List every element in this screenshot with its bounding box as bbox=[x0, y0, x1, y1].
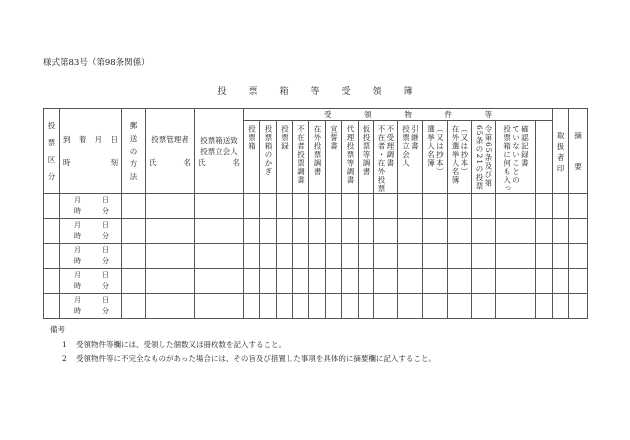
header-text: 令第65条及び第 bbox=[483, 125, 493, 188]
header-char: 氏 bbox=[198, 157, 206, 167]
header-char: 送 bbox=[129, 133, 138, 143]
header-text: 確認記録書 bbox=[520, 125, 530, 168]
entry-cell[interactable] bbox=[496, 194, 536, 219]
entry-cell[interactable] bbox=[496, 269, 536, 294]
entry-cell[interactable] bbox=[448, 194, 472, 219]
entry-cell[interactable] bbox=[260, 219, 277, 244]
arrival-datetime-cell[interactable] bbox=[60, 194, 122, 219]
entry-cell[interactable] bbox=[122, 219, 146, 244]
header-char: 到 bbox=[63, 135, 71, 144]
header-char: 着 bbox=[78, 135, 87, 144]
header-received-item bbox=[448, 121, 472, 194]
minute-label: 分 bbox=[102, 257, 109, 265]
entry-cell[interactable] bbox=[398, 194, 423, 219]
form-number: 様式第83号（第98条関係） bbox=[43, 58, 150, 68]
month-label: 月 bbox=[74, 296, 81, 304]
header-received-item bbox=[244, 121, 260, 194]
header-char: 郵 bbox=[129, 121, 138, 130]
entry-cell[interactable] bbox=[423, 219, 448, 244]
notes-heading: 備考 bbox=[50, 325, 65, 334]
header-received-item bbox=[398, 121, 423, 194]
entry-cell[interactable] bbox=[472, 269, 496, 294]
entry-cell[interactable] bbox=[342, 294, 359, 319]
month-label: 月 bbox=[74, 196, 81, 204]
header-char: 刻 bbox=[110, 158, 118, 167]
header-received-item bbox=[260, 121, 277, 194]
header-char: 件 bbox=[444, 110, 452, 119]
entry-cell[interactable] bbox=[536, 219, 553, 244]
entry-cell[interactable] bbox=[195, 194, 244, 219]
entry-cell[interactable] bbox=[146, 219, 195, 244]
entry-cell[interactable] bbox=[44, 219, 60, 244]
entry-cell[interactable] bbox=[374, 269, 398, 294]
entry-cell[interactable] bbox=[569, 194, 588, 219]
entry-cell[interactable] bbox=[496, 219, 536, 244]
month-label: 月 bbox=[74, 271, 81, 279]
notes bbox=[50, 323, 436, 367]
day-label: 日 bbox=[102, 296, 109, 304]
entry-cell[interactable] bbox=[448, 269, 472, 294]
entry-cell[interactable] bbox=[146, 244, 195, 269]
month-label: 月 bbox=[74, 246, 81, 254]
entry-cell[interactable] bbox=[569, 269, 588, 294]
entry-cell[interactable] bbox=[309, 194, 326, 219]
entry-cell[interactable] bbox=[260, 269, 277, 294]
entry-cell[interactable] bbox=[195, 219, 244, 244]
header-char: 時 bbox=[63, 158, 71, 167]
header-char: 分 bbox=[47, 172, 56, 181]
entry-cell[interactable] bbox=[309, 244, 326, 269]
header-text: 投票箱のかぎ bbox=[263, 125, 273, 176]
header-char: 票 bbox=[47, 138, 56, 147]
entry-cell[interactable] bbox=[293, 244, 309, 269]
entry-cell[interactable] bbox=[569, 294, 588, 319]
note-number: 1 bbox=[62, 339, 67, 349]
day-label: 日 bbox=[102, 221, 109, 229]
header-handler-seal bbox=[553, 109, 569, 194]
header-text: 仮投票等調書 bbox=[361, 125, 371, 176]
header-text: 投票箱 bbox=[247, 125, 257, 151]
header-witness: 投票箱送致 投票立会人 氏 名 bbox=[195, 109, 244, 194]
note-number: 2 bbox=[62, 354, 67, 363]
entry-cell[interactable] bbox=[342, 194, 359, 219]
entry-cell[interactable] bbox=[496, 294, 536, 319]
entry-cell[interactable] bbox=[472, 219, 496, 244]
entry-cell[interactable] bbox=[423, 194, 448, 219]
entry-cell[interactable] bbox=[122, 244, 146, 269]
note-text: 受領物件等に不完全なものがあった場合には、その旨及び措置した事項を具体的に摘要欄に記入すること。 bbox=[76, 354, 436, 363]
entry-cell[interactable] bbox=[326, 194, 342, 219]
entry-cell[interactable] bbox=[536, 194, 553, 219]
entry-cell[interactable] bbox=[44, 244, 60, 269]
header-char: 取 bbox=[556, 131, 565, 140]
entry-cell[interactable] bbox=[44, 269, 60, 294]
entry-cell[interactable] bbox=[277, 269, 293, 294]
header-text: 65条の21の投票 bbox=[475, 125, 484, 191]
entry-cell[interactable] bbox=[244, 219, 260, 244]
entry-cell[interactable] bbox=[448, 219, 472, 244]
receipt-table bbox=[43, 108, 588, 319]
entry-cell[interactable] bbox=[260, 194, 277, 219]
entry-cell[interactable] bbox=[398, 294, 423, 319]
title-char: 投 bbox=[217, 87, 227, 97]
entry-cell[interactable] bbox=[146, 194, 195, 219]
entry-cell[interactable] bbox=[309, 294, 326, 319]
header-char: 要 bbox=[574, 162, 582, 171]
header-arrival bbox=[60, 109, 122, 194]
header-char: 区 bbox=[47, 155, 56, 164]
hour-label: 時 bbox=[74, 307, 81, 315]
entry-cell[interactable] bbox=[44, 194, 60, 219]
day-label: 日 bbox=[102, 196, 109, 204]
header-char: 月 bbox=[94, 135, 103, 144]
header-text: 代理投票等調書 bbox=[345, 125, 355, 185]
table-row bbox=[44, 244, 588, 269]
minute-label: 分 bbox=[102, 232, 109, 240]
entry-cell[interactable] bbox=[277, 194, 293, 219]
hour-label: 時 bbox=[74, 257, 81, 265]
header-text: （又は抄本） bbox=[435, 125, 445, 176]
header-char: 名 bbox=[183, 158, 191, 167]
entry-cell[interactable] bbox=[342, 269, 359, 294]
entry-cell[interactable] bbox=[496, 244, 536, 269]
entry-cell[interactable] bbox=[309, 219, 326, 244]
document-title bbox=[0, 84, 630, 97]
entry-cell[interactable] bbox=[359, 194, 374, 219]
entry-cell[interactable] bbox=[293, 269, 309, 294]
header-received-item bbox=[496, 121, 536, 194]
entry-cell[interactable] bbox=[195, 294, 244, 319]
entry-cell[interactable] bbox=[553, 294, 569, 319]
header-received-item bbox=[423, 121, 448, 194]
entry-cell[interactable] bbox=[359, 244, 374, 269]
entry-cell[interactable] bbox=[398, 244, 423, 269]
header-manager: 投票管理者 氏 名 bbox=[146, 109, 195, 194]
entry-cell[interactable] bbox=[374, 294, 398, 319]
header-char: 摘 bbox=[574, 131, 582, 140]
minute-label: 分 bbox=[102, 282, 109, 290]
entry-cell[interactable] bbox=[553, 269, 569, 294]
header-received-item bbox=[472, 121, 496, 194]
entry-cell[interactable] bbox=[326, 269, 342, 294]
day-label: 日 bbox=[102, 271, 109, 279]
header-char: 等 bbox=[484, 110, 493, 119]
arrival-datetime-cell[interactable] bbox=[60, 244, 122, 269]
table-row bbox=[44, 294, 588, 319]
header-text: 在外投票調書 bbox=[312, 125, 322, 176]
table-row bbox=[44, 219, 588, 244]
title-char: 領 bbox=[372, 87, 382, 97]
entry-cell[interactable] bbox=[448, 294, 472, 319]
note-item bbox=[50, 352, 436, 367]
entry-cell[interactable] bbox=[423, 269, 448, 294]
header-received-item bbox=[536, 121, 553, 194]
entry-cell[interactable] bbox=[374, 244, 398, 269]
entry-cell[interactable] bbox=[398, 269, 423, 294]
header-received-item bbox=[342, 121, 359, 194]
header-char: 氏 bbox=[149, 158, 157, 167]
title-char: 簿 bbox=[403, 87, 413, 97]
header-mail-method bbox=[122, 109, 146, 194]
hour-label: 時 bbox=[74, 207, 81, 215]
entry-cell[interactable] bbox=[342, 219, 359, 244]
entry-cell[interactable] bbox=[293, 194, 309, 219]
entry-cell[interactable] bbox=[398, 219, 423, 244]
hour-label: 時 bbox=[74, 282, 81, 290]
header-char: 日 bbox=[110, 135, 118, 144]
header-received-item bbox=[293, 121, 309, 194]
arrival-datetime-cell[interactable] bbox=[60, 219, 122, 244]
hour-label: 時 bbox=[74, 232, 81, 240]
header-received-item bbox=[309, 121, 326, 194]
entry-cell[interactable] bbox=[293, 219, 309, 244]
entry-cell[interactable] bbox=[244, 269, 260, 294]
header-text: 引継書 bbox=[410, 125, 420, 151]
entry-cell[interactable] bbox=[277, 294, 293, 319]
header-received-item bbox=[326, 121, 342, 194]
entry-cell[interactable] bbox=[44, 294, 60, 319]
entry-cell[interactable] bbox=[359, 219, 374, 244]
entry-cell[interactable] bbox=[146, 294, 195, 319]
entry-cell[interactable] bbox=[277, 244, 293, 269]
header-text: 不受理調書 bbox=[385, 125, 395, 168]
entry-cell[interactable] bbox=[122, 269, 146, 294]
entry-cell[interactable] bbox=[326, 219, 342, 244]
entry-cell[interactable] bbox=[569, 219, 588, 244]
title-char: 等 bbox=[310, 87, 320, 97]
minute-label: 分 bbox=[102, 207, 109, 215]
entry-cell[interactable] bbox=[146, 269, 195, 294]
header-char: 名 bbox=[232, 157, 240, 167]
header-district bbox=[44, 109, 60, 194]
month-label: 月 bbox=[74, 221, 81, 229]
entry-cell[interactable] bbox=[374, 194, 398, 219]
entry-cell[interactable] bbox=[244, 294, 260, 319]
header-received-item bbox=[277, 121, 293, 194]
title-char: 箱 bbox=[279, 87, 289, 97]
entry-cell[interactable] bbox=[195, 269, 244, 294]
entry-cell[interactable] bbox=[553, 194, 569, 219]
header-char: 者 bbox=[556, 153, 565, 162]
title-char: 受 bbox=[341, 87, 351, 97]
header-text: 投票箱に何も入っ bbox=[502, 125, 512, 193]
header-char: 物 bbox=[404, 110, 412, 119]
day-label: 日 bbox=[102, 246, 109, 254]
header-text: （又は抄本） bbox=[459, 125, 469, 176]
note-text: 受領物件等欄には、受領した個数又は冊枚数を記入すること。 bbox=[76, 339, 286, 349]
entry-cell[interactable] bbox=[423, 294, 448, 319]
entry-cell[interactable] bbox=[122, 294, 146, 319]
entry-cell[interactable] bbox=[195, 244, 244, 269]
entry-cell[interactable] bbox=[553, 244, 569, 269]
header-text: 不在者・在外投票 bbox=[377, 125, 386, 193]
header-received-item bbox=[359, 121, 374, 194]
entry-cell[interactable] bbox=[244, 194, 260, 219]
header-char: 印 bbox=[556, 164, 565, 173]
entry-cell[interactable] bbox=[342, 244, 359, 269]
entry-cell[interactable] bbox=[326, 294, 342, 319]
table-row bbox=[44, 194, 588, 219]
entry-cell[interactable] bbox=[122, 194, 146, 219]
entry-cell[interactable] bbox=[472, 194, 496, 219]
entry-cell[interactable] bbox=[260, 244, 277, 269]
header-char: 領 bbox=[364, 110, 372, 119]
arrival-datetime-cell[interactable] bbox=[60, 269, 122, 294]
header-text: 在外選挙人名簿 bbox=[451, 125, 460, 185]
header-char: 扱 bbox=[556, 142, 565, 151]
entry-cell[interactable] bbox=[472, 294, 496, 319]
entry-cell[interactable] bbox=[423, 244, 448, 269]
entry-cell[interactable] bbox=[309, 269, 326, 294]
arrival-datetime-cell[interactable] bbox=[60, 294, 122, 319]
entry-cell[interactable] bbox=[569, 244, 588, 269]
entry-cell[interactable] bbox=[448, 244, 472, 269]
header-received-item bbox=[374, 121, 398, 194]
entry-cell[interactable] bbox=[536, 269, 553, 294]
header-text: ていないことの bbox=[511, 125, 521, 185]
entry-cell[interactable] bbox=[472, 244, 496, 269]
entry-cell[interactable] bbox=[260, 294, 277, 319]
note-item bbox=[50, 338, 436, 353]
header-text: 宣誓書 bbox=[329, 125, 339, 151]
header-char: 投 bbox=[47, 121, 56, 130]
entry-cell[interactable] bbox=[244, 244, 260, 269]
entry-cell[interactable] bbox=[536, 294, 553, 319]
minute-label: 分 bbox=[102, 307, 109, 315]
entry-cell[interactable] bbox=[553, 219, 569, 244]
entry-cell[interactable] bbox=[326, 244, 342, 269]
entry-cell[interactable] bbox=[536, 244, 553, 269]
header-char: 方 bbox=[129, 159, 138, 169]
header-text: 投票録 bbox=[280, 125, 290, 151]
title-char: 票 bbox=[248, 87, 258, 97]
entry-cell[interactable] bbox=[359, 269, 374, 294]
entry-cell[interactable] bbox=[374, 219, 398, 244]
header-received-group bbox=[244, 109, 553, 121]
header-char: 受 bbox=[324, 110, 332, 119]
entry-cell[interactable] bbox=[359, 294, 374, 319]
entry-cell[interactable] bbox=[277, 219, 293, 244]
header-char: の bbox=[129, 146, 138, 156]
header-text: 不在者投票調書 bbox=[296, 125, 306, 185]
table-row bbox=[44, 269, 588, 294]
header-text: 選挙人名簿 bbox=[426, 125, 436, 168]
header-char: 法 bbox=[129, 172, 138, 181]
entry-cell[interactable] bbox=[293, 294, 309, 319]
header-remarks bbox=[569, 109, 588, 194]
header-text: 投票立会人 bbox=[401, 125, 411, 168]
